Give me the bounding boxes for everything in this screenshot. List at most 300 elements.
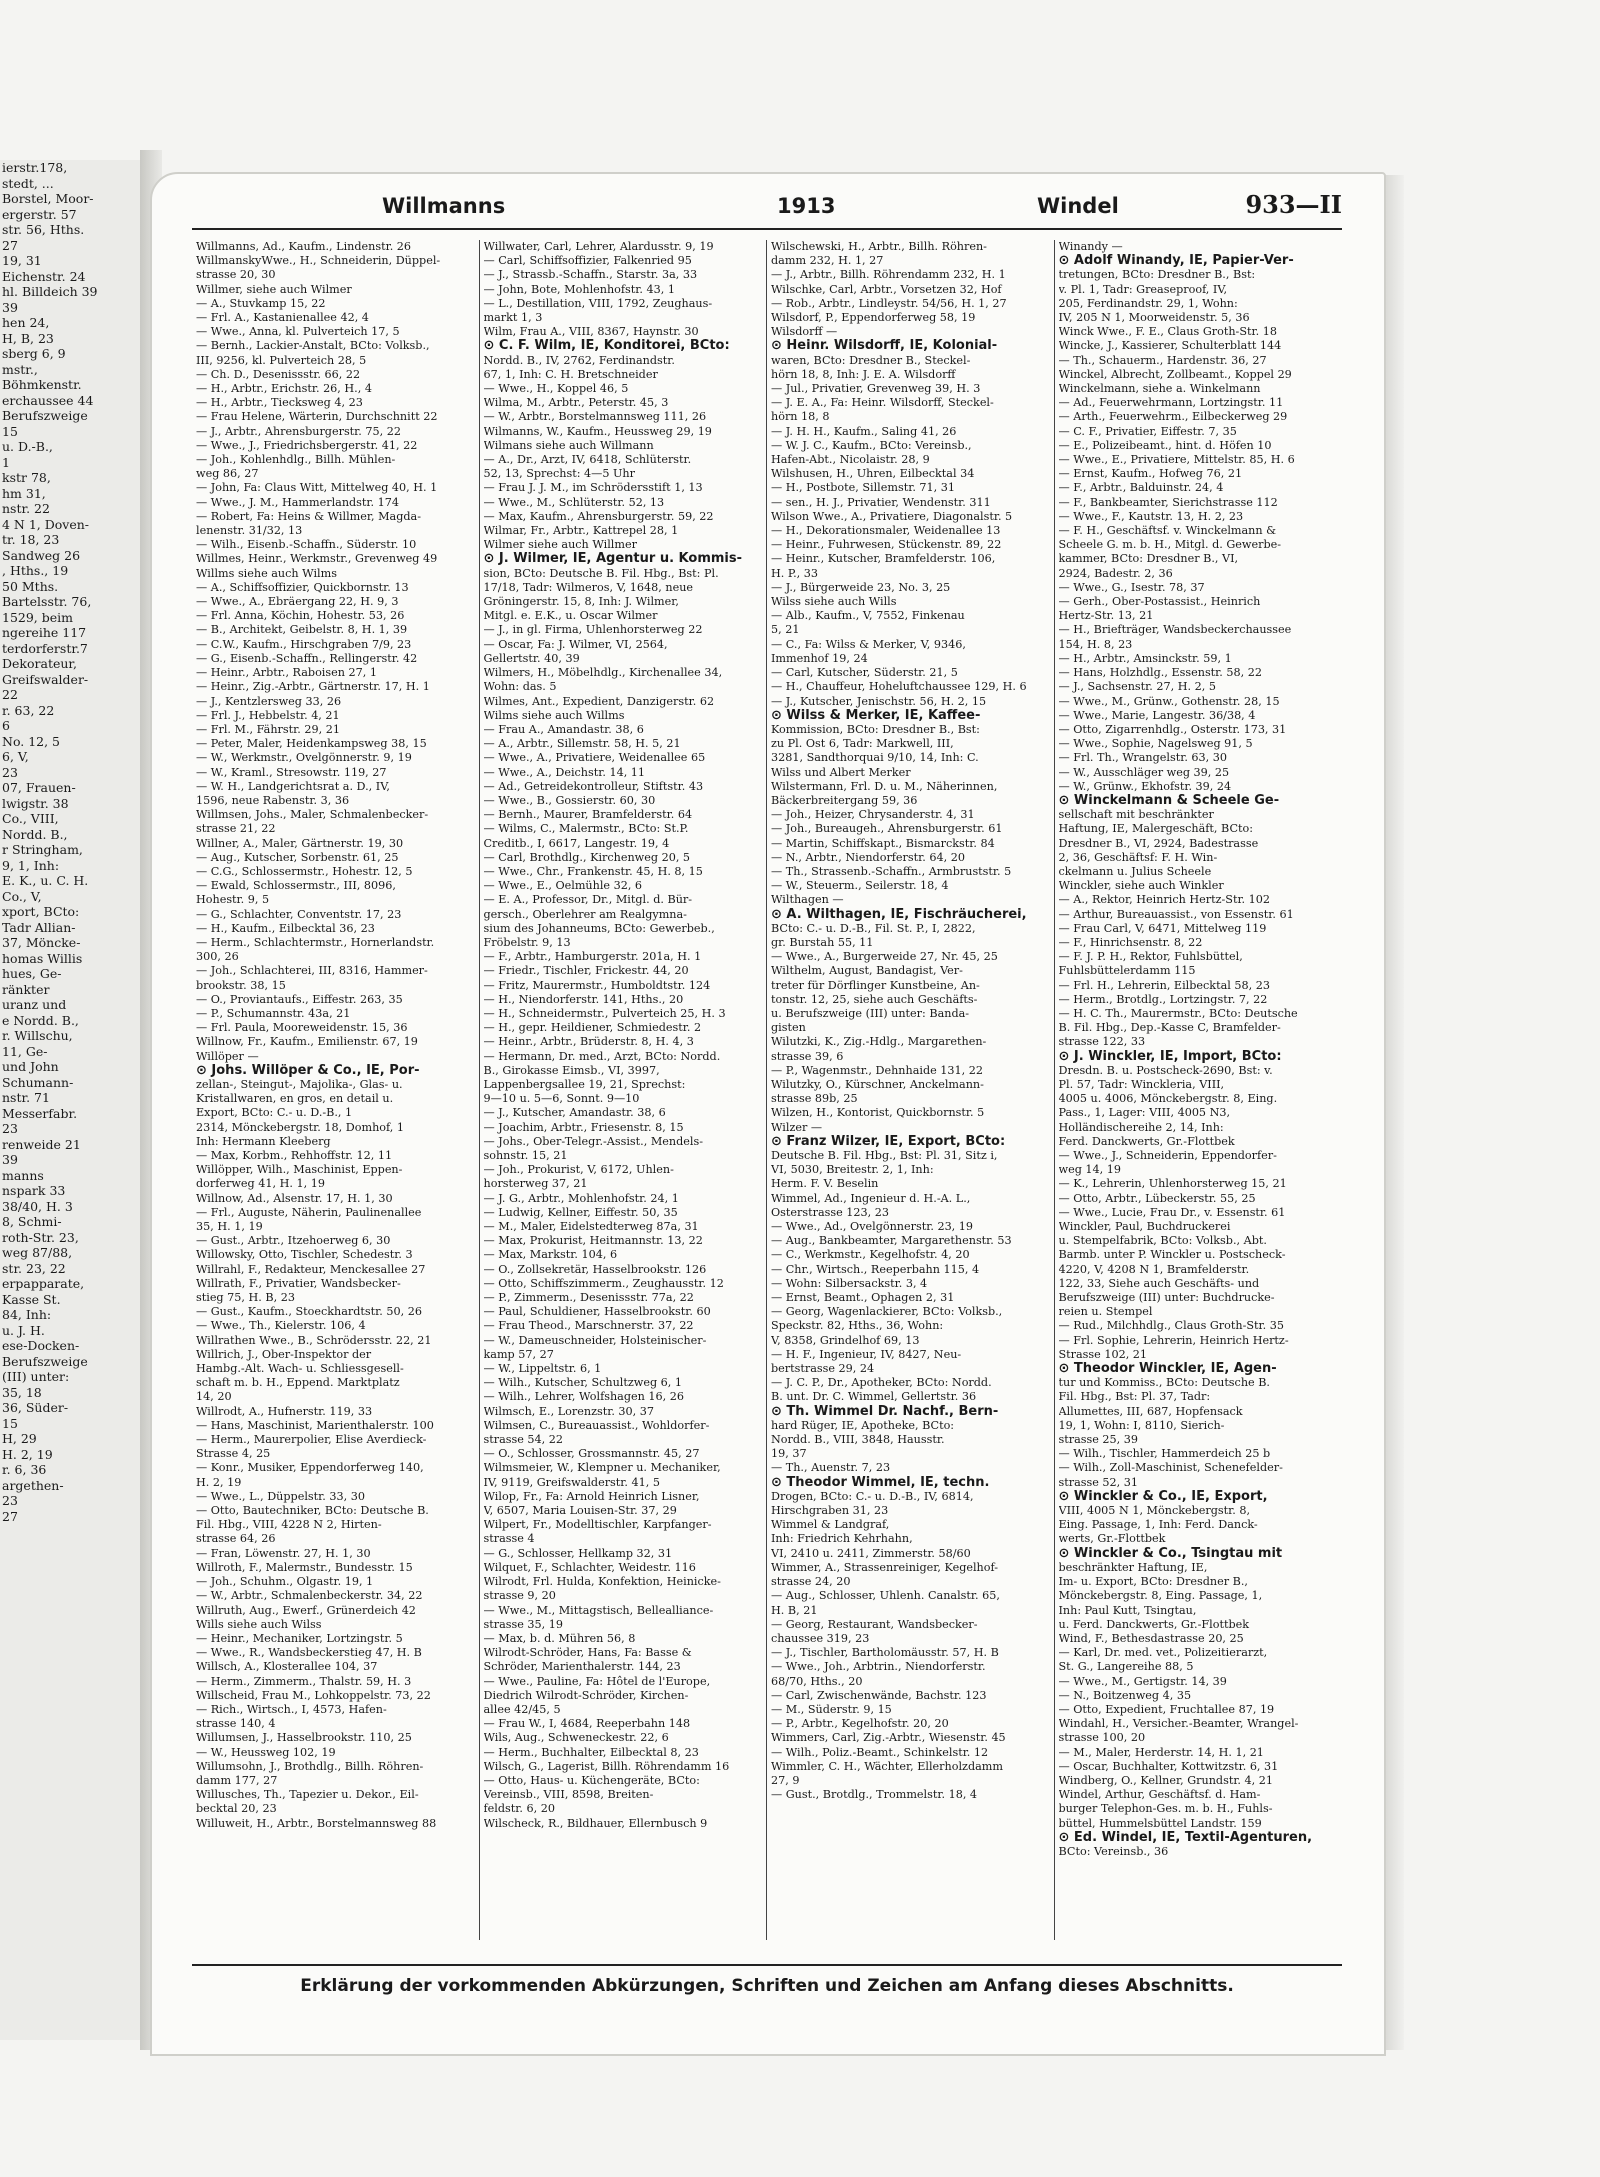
directory-entry: tonstr. 12, 25, siehe auch Geschäfts- (771, 992, 978, 1006)
directory-entry: — Frau J. J. M., im Schrödersstift 1, 13 (483, 481, 703, 495)
left-page-line: ergerstr. 57 (2, 206, 77, 222)
directory-entry: weg 86, 27 (196, 467, 259, 481)
directory-entry: Barmb. unter P. Winckler u. Postscheck- (1058, 1248, 1286, 1262)
directory-entry: 122, 33, Siehe auch Geschäfts- und (1058, 1276, 1260, 1290)
directory-entry: — H. F., Ingenieur, IV, 8427, Neu- (771, 1347, 962, 1361)
directory-entry: zu Pl. Ost 6, Tadr: Markwell, III, (771, 737, 954, 751)
directory-entry: — H. C. Th., Maurermstr., BCto: Deutsche (1058, 1006, 1298, 1020)
directory-entry: — Max, Prokurist, Heitmannstr. 13, 22 (483, 1234, 703, 1248)
directory-entry: Winck Wwe., F. E., Claus Groth-Str. 18 (1058, 325, 1277, 339)
directory-entry: BCto: C.- u. D.-B., Fil. St. P., I, 2822, (771, 921, 976, 935)
directory-entry: Wilutzky, O., Kürschner, Anckelmann- (771, 1077, 984, 1091)
directory-entry: strasse 25, 39 (1058, 1433, 1138, 1447)
directory-entry: — Wwe., M., Gertigstr. 14, 39 (1058, 1674, 1227, 1688)
directory-entry: Deutsche B. Fil. Hbg., Bst: Pl. 31, Sitz i, (771, 1149, 998, 1162)
directory-entry: hörn 18, 8, Inh: J. E. A. Wilsdorff (771, 367, 956, 381)
directory-entry: — Alb., Kaufm., V, 7552, Finkenau (771, 609, 965, 623)
directory-entry: — Wilh., Poliz.-Beamt., Schinkelstr. 12 (771, 1745, 989, 1759)
directory-entry: — W., Werkmstr., Ovelgönnerstr. 9, 19 (196, 751, 412, 765)
directory-entry: markt 1, 3 (483, 311, 543, 325)
directory-entry: — Wwe., Ad., Ovelgönnerstr. 23, 19 (771, 1220, 974, 1234)
directory-entry: Wilmers, H., Möbelhdlg., Kirchenallee 34, (483, 666, 723, 680)
directory-entry: — W., Ausschläger weg 39, 25 (1058, 765, 1230, 779)
directory-entry: — Wwe., A., Privatiere, Weidenallee 65 (483, 751, 706, 765)
directory-entry: strasse 54, 22 (483, 1433, 563, 1447)
column-3 (767, 240, 1055, 1940)
directory-entry: Hirschgraben 31, 23 (771, 1504, 889, 1518)
directory-entry: Ferd. Danckwerts, Gr.-Flottbek (1058, 1134, 1235, 1148)
directory-entry: — Max, b. d. Mühren 56, 8 (483, 1631, 636, 1645)
directory-entry: — J. H. H., Kaufm., Saling 41, 26 (771, 424, 957, 438)
directory-entry: sium des Johanneums, BCto: Gewerbeb., (483, 921, 715, 935)
left-page-line: Greifswalder- (2, 671, 89, 687)
directory-entry: 154, H. 8, 23 (1058, 637, 1133, 651)
directory-entry: allee 42/45, 5 (483, 1702, 561, 1716)
directory-entry: hard Rüger, IE, Apotheke, BCto: (771, 1418, 955, 1432)
directory-entry: Wilson Wwe., A., Privatiere, Diagonalstr. 5 (771, 509, 1013, 523)
left-page-line: 39 (2, 1152, 18, 1167)
directory-entry: — Wwe., Pauline, Fa: Hôtel de l'Europe, (483, 1674, 711, 1688)
directory-entry: 67, 1, Inh: C. H. Bretschneider (483, 367, 658, 381)
directory-entry: Willroth, F., Malermstr., Bundesstr. 15 (196, 1560, 413, 1574)
directory-entry: H. P., 33 (771, 566, 819, 580)
directory-entry: Wilscheck, R., Bildhauer, Ellernbusch 9 (483, 1816, 708, 1830)
directory-entry: Wilthagen — (771, 893, 844, 907)
directory-entry: — Frl., Auguste, Näherin, Paulinenallee (196, 1205, 422, 1219)
directory-entry: — E., Polizeibeamt., hint. d. Höfen 10 (1058, 438, 1272, 452)
directory-entry: — Hans, Holzhdlg., Essenstr. 58, 22 (1058, 666, 1262, 680)
directory-entry: — Max, Kaufm., Ahrensburgerstr. 59, 22 (483, 509, 714, 523)
directory-entry: — N., Arbtr., Niendorferstr. 64, 20 (771, 850, 965, 864)
directory-entry: Willmes, Heinr., Werkmstr., Grevenweg 49 (196, 552, 438, 566)
header-right-keyword: Windel (1037, 194, 1119, 218)
directory-entry: — J. E. A., Fa: Heinr. Wilsdorff, Steckel- (771, 396, 994, 410)
directory-entry: Willwater, Carl, Lehrer, Alardusstr. 9, 19 (483, 240, 714, 253)
directory-entry: Wimmel, Ad., Ingenieur d. H.-A. L., (771, 1191, 971, 1205)
directory-entry: — Herm., Schlachtermstr., Hornerlandstr. (196, 935, 435, 949)
left-page-line: ese-Docken- (2, 1338, 80, 1353)
directory-entry: Holländischereihe 2, 14, Inh: (1058, 1120, 1224, 1134)
directory-entry: — H., Arbtr., Erichstr. 26, H., 4 (196, 382, 372, 396)
directory-entry: Kommission, BCto: Dresdner B., Bst: (771, 722, 980, 736)
directory-entry: — Rud., Milchhdlg., Claus Groth-Str. 35 (1058, 1319, 1284, 1333)
directory-entry: dorferweg 41, H. 1, 19 (196, 1177, 325, 1191)
directory-entry: Wilpert, Fr., Modelltischler, Karpfanger- (483, 1518, 712, 1532)
directory-entry: tur und Kommiss., BCto: Deutsche B. (1058, 1376, 1270, 1390)
directory-entry: strasse 20, 30 (196, 268, 276, 282)
directory-entry: — W., Kraml., Stresowstr. 119, 27 (196, 765, 387, 779)
directory-entry: Wilm, Frau A., VIII, 8367, Haynstr. 30 (483, 325, 699, 339)
directory-entry: — Ch. D., Desenissstr. 66, 22 (196, 367, 361, 381)
directory-entry: — A., Stuvkamp 15, 22 (196, 296, 326, 310)
directory-entry: — B., Architekt, Geibelstr. 8, H. 1, 39 (196, 623, 408, 637)
directory-entry: — Otto, Expedient, Fruchtallee 87, 19 (1058, 1702, 1275, 1716)
directory-entry: Hambg.-Alt. Wach- u. Schliessgesell- (196, 1362, 404, 1376)
directory-entry: Wilzer — (771, 1120, 823, 1134)
directory-entry: Willumsohn, J., Brothdlg., Billh. Röhren- (196, 1759, 424, 1773)
directory-entry: Windahl, H., Versicher.-Beamter, Wrangel- (1058, 1717, 1299, 1731)
directory-entry: Speckstr. 82, Hths., 36, Wohn: (771, 1319, 944, 1333)
directory-entry: — Heinr., Arbtr., Raboisen 27, 1 (196, 666, 377, 680)
directory-entry: Willrathen Wwe., B., Schrödersstr. 22, 21 (196, 1333, 432, 1347)
left-page-line: 1529, beim (2, 609, 74, 625)
directory-entry: ⊙ Theodor Wimmel, IE, techn. (771, 1475, 990, 1490)
directory-entry: — Wwe., M., Schlüterstr. 52, 13 (483, 495, 665, 509)
directory-entry: Wilmar, Fr., Arbtr., Kattrepel 28, 1 (483, 524, 679, 538)
left-page-line: r. 6, 36 (2, 1462, 47, 1477)
directory-entry: — Ad., Feuerwehrmann, Lortzingstr. 11 (1058, 396, 1284, 410)
directory-entry: Strasse 4, 25 (196, 1447, 271, 1461)
directory-entry: — Wwe., J. M., Hammerlandstr. 174 (196, 495, 400, 509)
left-page-line: terdorferstr.7 (2, 640, 88, 656)
directory-entry: — Wwe., Lucie, Frau Dr., v. Essenstr. 61 (1058, 1205, 1286, 1219)
directory-entry: — O., Schlosser, Grossmannstr. 45, 27 (483, 1447, 700, 1461)
directory-entry: — Otto, Bautechniker, BCto: Deutsche B. (196, 1504, 429, 1518)
directory-entry: Inh: Paul Kutt, Tsingtau, (1058, 1603, 1197, 1617)
directory-entry: — Ludwig, Kellner, Eiffestr. 50, 35 (483, 1205, 678, 1219)
directory-entry: — M., Süderstr. 9, 15 (771, 1702, 892, 1716)
directory-entry: Haftung, IE, Malergeschäft, BCto: (1058, 822, 1254, 836)
directory-entry: Mönckebergstr. 8, Eing. Passage, 1, (1058, 1589, 1263, 1603)
directory-entry: Willmanns, Ad., Kaufm., Lindenstr. 26 (196, 240, 412, 253)
directory-entry: — J., Sachsenstr. 27, H. 2, 5 (1058, 680, 1216, 694)
directory-entry: — W., Arbtr., Schmalenbeckerstr. 34, 22 (196, 1589, 423, 1603)
left-page-line: r Stringham, (2, 842, 83, 857)
directory-entry: Wilmans siehe auch Willmann (483, 438, 654, 452)
directory-entry: — Jul., Privatier, Grevenweg 39, H. 3 (771, 382, 981, 396)
directory-entry: gersch., Oberlehrer am Realgymna- (483, 907, 687, 921)
directory-entry: — Joh., Schlachterei, III, 8316, Hammer- (196, 964, 428, 978)
directory-entry: Nordd. B., IV, 2762, Ferdinandstr. (483, 353, 675, 367)
directory-entry: Allumettes, III, 687, Hopfensack (1058, 1404, 1243, 1418)
left-page-line: 37, Möncke- (2, 935, 81, 950)
left-page-line: Dekorateur, (2, 656, 77, 671)
directory-entry: — Frau W., I, 4684, Reeperbahn 148 (483, 1717, 691, 1731)
directory-entry: — M., Maler, Herderstr. 14, H. 1, 21 (1058, 1745, 1264, 1759)
directory-entry: — Gust., Arbtr., Itzehoerweg 6, 30 (196, 1234, 391, 1248)
directory-entry: — sen., H. J., Privatier, Wendenstr. 311 (771, 495, 991, 509)
directory-columns (192, 240, 1342, 1940)
directory-entry: Vereinsb., VIII, 8598, Breiten- (483, 1788, 654, 1802)
directory-entry: — C. F., Privatier, Eiffestr. 7, 35 (1058, 424, 1237, 438)
directory-entry: — Wwe., Anna, kl. Pulverteich 17, 5 (196, 325, 400, 339)
directory-entry: Wilms siehe auch Willms (483, 708, 625, 722)
directory-entry: — H., Kaufm., Eilbecktal 36, 23 (196, 921, 375, 935)
directory-entry: Wilss siehe auch Wills (771, 595, 897, 609)
directory-entry: — Frl. Anna, Köchin, Hohestr. 53, 26 (196, 609, 405, 623)
directory-entry: — G., Schlachter, Conventstr. 17, 23 (196, 907, 402, 921)
directory-entry: strasse 35, 19 (483, 1617, 563, 1631)
directory-entry: sellschaft mit beschränkter (1058, 808, 1214, 822)
directory-entry: Wilmsen, C., Bureauassist., Wohldorfer- (483, 1418, 710, 1432)
left-page-line: 23 (2, 764, 18, 780)
directory-entry: Pass., 1, Lager: VIII, 4005 N3, (1058, 1106, 1231, 1120)
left-page-line: 11, Ge- (2, 1043, 48, 1059)
directory-entry: Wilthelm, August, Bandagist, Ver- (771, 964, 963, 978)
directory-entry: Scheele G. m. b. H., Mitgl. d. Gewerbe- (1058, 538, 1282, 552)
footer-note: Erklärung der vorkommenden Abkürzungen, Schriften und Zeichen am Anfang dieses Abschnitts. (192, 1964, 1342, 2004)
directory-entry: hörn 18, 8 (771, 410, 830, 424)
directory-entry: Wimmers, Carl, Zig.-Arbtr., Wiesenstr. 45 (771, 1731, 1006, 1745)
page-number: 933—II (1245, 190, 1342, 219)
directory-entry: strasse 122, 33 (1058, 1035, 1146, 1049)
directory-entry: Drogen, BCto: C.- u. D.-B., IV, 6814, (771, 1489, 974, 1503)
directory-entry: — Wwe., R., Wandsbeckerstieg 47, H. B (196, 1646, 422, 1660)
left-page-line: No. 12, 5 (2, 733, 60, 749)
directory-entry: — Wwe., J., Friedrichsbergerstr. 41, 22 (196, 438, 418, 452)
directory-entry: — A., Rektor, Heinrich Hertz-Str. 102 (1058, 893, 1271, 907)
directory-entry: Wilmsch, E., Lorenzstr. 30, 37 (483, 1404, 655, 1418)
directory-entry: ⊙ C. F. Wilm, IE, Konditorei, BCto: (483, 339, 730, 354)
directory-entry: Wilshusen, H., Uhren, Eilbecktal 34 (771, 467, 975, 481)
directory-entry: Schröder, Marienthalerstr. 144, 23 (483, 1660, 681, 1674)
directory-entry: ⊙ Winckelmann & Scheele Ge- (1058, 793, 1280, 808)
directory-entry: kamp 57, 27 (483, 1347, 554, 1361)
directory-entry: — Carl, Schiffsoffizier, Falkenried 95 (483, 254, 692, 268)
directory-entry: — Herm., Brotdlg., Lortzingstr. 7, 22 (1058, 992, 1268, 1006)
column-1 (192, 240, 480, 1940)
directory-entry: 2, 36, Geschäftsf: F. H. Win- (1058, 850, 1218, 864)
directory-entry: Dresdn. B. u. Postscheck-2690, Bst: v. (1058, 1063, 1273, 1077)
directory-entry: — Herm., Zimmerm., Thalstr. 59, H. 3 (196, 1674, 412, 1688)
directory-entry: — Wwe., G., Isestr. 78, 37 (1058, 580, 1205, 594)
left-page-line: Eichenstr. 24 (2, 268, 86, 284)
directory-entry: — Joh., Heizer, Chrysanderstr. 4, 31 (771, 808, 975, 822)
directory-entry: — Wilh., Tischler, Hammerdeich 25 b (1058, 1447, 1271, 1461)
directory-entry: beschränkter Haftung, IE, (1058, 1560, 1208, 1574)
directory-entry: strasse 21, 22 (196, 822, 276, 836)
directory-entry: Eing. Passage, 1, Inh: Ferd. Danck- (1058, 1518, 1258, 1532)
directory-entry: — Ernst, Beamt., Ophagen 2, 31 (771, 1291, 955, 1305)
directory-entry: III, 9256, kl. Pulverteich 28, 5 (196, 353, 367, 367)
directory-entry: — Robert, Fa: Heins & Willmer, Magda- (196, 509, 422, 523)
directory-entry: — Gust., Brotdlg., Trommelstr. 18, 4 (771, 1788, 978, 1802)
directory-entry: — Wwe., Marie, Langestr. 36/38, 4 (1058, 708, 1256, 722)
directory-entry: — H., gepr. Heildiener, Schmiedestr. 2 (483, 1021, 702, 1035)
directory-entry: — Wwe., M., Mittagstisch, Bellealliance- (483, 1603, 714, 1617)
directory-entry: — P., Schumannstr. 43a, 21 (196, 1006, 351, 1020)
directory-entry: Wohn: das. 5 (483, 680, 557, 694)
directory-entry: Wilrodt, Frl. Hulda, Konfektion, Heinicke- (483, 1575, 721, 1589)
left-page-line: 35, 18 (2, 1384, 42, 1400)
left-page-line: H, B, 23 (2, 330, 54, 346)
directory-entry: BCto: Vereinsb., 36 (1058, 1844, 1169, 1858)
directory-entry: — F. H., Geschäftsf. v. Winckelmann & (1058, 524, 1277, 538)
directory-entry: — Wwe., B., Gossierstr. 60, 30 (483, 793, 656, 807)
directory-entry: — Rich., Wirtsch., I, 4573, Hafen- (196, 1702, 387, 1716)
directory-entry: ⊙ Adolf Winandy, IE, Papier-Ver- (1058, 254, 1294, 269)
directory-entry: Fuhlsbüttelerdamm 115 (1058, 964, 1196, 978)
left-page-line: hl. Billdeich 39 (2, 284, 98, 299)
directory-entry: H. 2, 19 (196, 1475, 242, 1489)
directory-entry: Willusches, Th., Tapezier u. Dekor., Eil- (196, 1788, 419, 1802)
left-page-line: Sandweg 26 (2, 547, 81, 563)
left-page-line: r. Willschu, (2, 1028, 73, 1043)
directory-entry: — Georg, Restaurant, Wandsbecker- (771, 1617, 978, 1631)
directory-entry: Wilsch, G., Lagerist, Billh. Röhrendamm 16 (483, 1759, 730, 1773)
directory-entry: Wimmel & Landgraf, (771, 1518, 890, 1532)
directory-entry: — H., Dekorationsmaler, Weidenallee 13 (771, 524, 1001, 538)
directory-entry: Winckler, siehe auch Winkler (1058, 879, 1224, 893)
directory-entry: Wilsdorff — (771, 325, 838, 339)
left-page-line: renweide 21 (2, 1136, 81, 1152)
directory-entry: Wilschke, Carl, Arbtr., Vorsetzen 32, Hof (771, 282, 1002, 296)
directory-entry: Hafen-Abt., Nicolaistr. 28, 9 (771, 453, 930, 467)
directory-entry: strasse 9, 20 (483, 1589, 556, 1603)
directory-entry: ⊙ Winckler & Co., IE, Export, (1058, 1489, 1268, 1504)
directory-entry: WillmanskyWwe., H., Schneiderin, Düppel- (196, 254, 441, 268)
left-page-line: u. D.-B., (2, 439, 53, 454)
directory-entry: tretungen, BCto: Dresdner B., Bst: (1058, 268, 1256, 282)
directory-entry: — H., Postbote, Sillemstr. 71, 31 (771, 481, 956, 495)
directory-entry: — Max, Markstr. 104, 6 (483, 1248, 618, 1262)
directory-entry: — Joh., Kohlenhdlg., Billh. Mühlen- (196, 453, 396, 467)
directory-entry: — Wwe., A., Burgerweide 27, Nr. 45, 25 (771, 950, 998, 964)
left-page-line: 36, Süder- (2, 1400, 69, 1415)
directory-entry: 19, 37 (771, 1447, 807, 1461)
directory-entry: treter für Dörflinger Kunstbeine, An- (771, 978, 980, 992)
directory-entry: — Bernh., Maurer, Bramfelderstr. 64 (483, 808, 693, 822)
directory-entry: 2314, Mönckebergstr. 18, Domhof, 1 (196, 1120, 404, 1134)
left-page-line: ngereihe 117 (2, 625, 87, 640)
directory-entry: gisten (771, 1021, 806, 1035)
directory-entry: — John, Fa: Claus Witt, Mittelweg 40, H. 1 (196, 481, 438, 495)
left-page-line: lwigstr. 38 (2, 795, 69, 811)
directory-entry: Im- u. Export, BCto: Dresdner B., (1058, 1575, 1248, 1589)
directory-entry: — Aug., Bankbeamter, Margarethenstr. 53 (771, 1234, 1012, 1248)
directory-entry: — Arthur, Bureauassist., von Essenstr. 61 (1058, 907, 1294, 921)
directory-entry: burger Telephon-Ges. m. b. H., Fuhls- (1058, 1802, 1273, 1816)
directory-entry: — Wwe., L., Düppelstr. 33, 30 (196, 1489, 365, 1503)
left-page-line: 19, 31 (2, 253, 42, 268)
directory-entry: — J., in gl. Firma, Uhlenhorsterweg 22 (483, 623, 703, 637)
directory-entry: — Frl. A., Kastanienallee 42, 4 (196, 311, 369, 325)
left-page-line: hen 24, (2, 315, 50, 330)
directory-entry: ⊙ J. Winckler, IE, Import, BCto: (1058, 1049, 1282, 1064)
directory-entry: — Joh., Bureaugeh., Ahrensburgerstr. 61 (771, 822, 1003, 836)
directory-entry: — Heinr., Kutscher, Bramfelderstr. 106, (771, 552, 996, 566)
directory-entry: — Frau Helene, Wärterin, Durchschnitt 22 (196, 410, 438, 424)
left-page-line: mstr., (2, 361, 38, 377)
directory-entry: Wilmer siehe auch Willmer (483, 538, 637, 552)
directory-entry: Wilquet, F., Schlachter, Weidestr. 116 (483, 1560, 696, 1574)
directory-entry: Wills siehe auch Wilss (196, 1617, 322, 1631)
directory-entry: — Rob., Arbtr., Lindleystr. 54/56, H. 1, 27 (771, 296, 1007, 310)
directory-entry: — Ewald, Schlossermstr., III, 8096, (196, 879, 396, 893)
left-page-line: 39 (2, 299, 18, 315)
left-page-line: Messerfabr. (2, 1105, 78, 1121)
directory-entry: 27, 9 (771, 1773, 800, 1787)
left-page-line: tr. 18, 23 (2, 532, 60, 547)
directory-entry: Willscheid, Frau M., Lohkoppelstr. 73, 22 (196, 1688, 431, 1702)
directory-entry: damm 177, 27 (196, 1773, 278, 1787)
directory-entry: strasse 89b, 25 (771, 1092, 858, 1106)
directory-entry: Hertz-Str. 13, 21 (1058, 609, 1154, 623)
directory-entry: stieg 75, H. B, 23 (196, 1291, 295, 1305)
left-page-line: Co., V, (2, 888, 42, 904)
directory-entry: Wilmsmeier, W., Klempner u. Mechaniker, (483, 1461, 721, 1475)
left-page-line: Schumann- (2, 1074, 74, 1090)
directory-entry: brookstr. 38, 15 (196, 978, 286, 992)
directory-entry: — Wilh., Kutscher, Schultzweg 6, 1 (483, 1376, 683, 1390)
directory-entry: — J., Kutscher, Amandastr. 38, 6 (483, 1106, 666, 1120)
directory-entry: Wilss und Albert Merker (771, 765, 911, 779)
directory-entry: — Joh., Prokurist, V, 6172, Uhlen- (483, 1163, 674, 1177)
directory-entry: strasse 24, 20 (771, 1575, 851, 1589)
directory-entry: strasse 100, 20 (1058, 1731, 1146, 1745)
directory-entry: — Aug., Kutscher, Sorbenstr. 61, 25 (196, 850, 399, 864)
directory-entry: — L., Destillation, VIII, 1792, Zeughaus- (483, 296, 713, 310)
directory-entry: — F., Bankbeamter, Sierichstrasse 112 (1058, 495, 1278, 509)
column-2 (480, 240, 768, 1940)
left-page-edge (0, 160, 142, 2040)
directory-entry: 2924, Badestr. 2, 36 (1058, 566, 1173, 580)
directory-entry: — Ad., Getreidekontrolleur, Stiftstr. 43 (483, 779, 704, 793)
directory-entry: sion, BCto: Deutsche B. Fil. Hbg., Bst: Pl. (483, 566, 719, 580)
directory-entry: feldstr. 6, 20 (483, 1802, 555, 1816)
directory-entry: — Frl. J., Hebbelstr. 4, 21 (196, 708, 340, 722)
directory-entry: B., Girokasse Eimsb., VI, 3997, (483, 1063, 660, 1077)
header-year: 1913 (777, 194, 836, 218)
directory-entry: — N., Boitzenweg 4, 35 (1058, 1688, 1192, 1702)
directory-entry: — E. A., Professor, Dr., Mitgl. d. Bür- (483, 893, 693, 907)
directory-entry: — Herm., Buchhalter, Eilbecktal 8, 23 (483, 1745, 699, 1759)
left-page-line: H, 29 (2, 1431, 37, 1446)
directory-entry: — Gerh., Ober-Postassist., Heinrich (1058, 595, 1261, 609)
directory-entry: ⊙ Ed. Windel, IE, Textil-Agenturen, (1058, 1830, 1313, 1845)
directory-entry: u. Berufszweige (III) unter: Banda- (771, 1006, 970, 1020)
directory-entry: strasse 39, 6 (771, 1049, 844, 1063)
directory-entry: — G., Schlosser, Hellkamp 32, 31 (483, 1546, 673, 1560)
directory-entry: Wilzen, H., Kontorist, Quickbornstr. 5 (771, 1106, 985, 1120)
directory-entry: Gröningerstr. 15, 8, Inh: J. Wilmer, (483, 595, 679, 609)
directory-entry: — H., Arbtr., Amsinckstr. 59, 1 (1058, 651, 1232, 665)
directory-entry: 300, 26 (196, 950, 239, 964)
directory-entry: schaft m. b. H., Eppend. Marktplatz (196, 1376, 400, 1390)
directory-entry: — W., Dameuschneider, Holsteinischer- (483, 1333, 707, 1347)
directory-entry: — Wohn: Silbersackstr. 3, 4 (771, 1276, 928, 1290)
directory-entry: 35, H. 1, 19 (196, 1220, 263, 1234)
left-page-line: 50 Mths. (2, 578, 59, 594)
left-page-line: und John (2, 1059, 59, 1074)
directory-entry: Mitgl. e. E.K., u. Oscar Wilmer (483, 609, 658, 623)
left-page-line: weg 87/88, (2, 1245, 73, 1260)
directory-entry: — Wwe., Chr., Frankenstr. 45, H. 8, 15 (483, 864, 703, 878)
directory-entry: — Joh., Schuhm., Olgastr. 19, 1 (196, 1575, 374, 1589)
directory-entry: V, 6507, Maria Louisen-Str. 37, 29 (483, 1504, 677, 1518)
directory-entry: Willmsen, Johs., Maler, Schmalenbecker- (196, 808, 429, 822)
left-page-line: 38/40, H. 3 (2, 1198, 73, 1214)
directory-entry: ⊙ Winckler & Co., Tsingtau mit (1058, 1546, 1283, 1561)
directory-entry: — C., Fa: Wilss & Merker, V, 9346, (771, 637, 966, 651)
directory-entry: — W. H., Landgerichtsrat a. D., IV, (196, 779, 390, 793)
left-page-line: manns (2, 1167, 44, 1183)
directory-entry: — H., Schneidermstr., Pulverteich 25, H. 3 (483, 1006, 726, 1020)
directory-entry: — H., Briefträger, Wandsbeckerchaussee (1058, 623, 1292, 637)
directory-entry: Willnow, Fr., Kaufm., Emilienstr. 67, 19 (196, 1035, 418, 1049)
directory-entry: — Frl. Paula, Mooreweidenstr. 15, 36 (196, 1021, 408, 1035)
left-page-line: 27 (2, 237, 18, 253)
left-page-line: str. 56, Hths. (2, 222, 85, 237)
directory-entry: Willrich, J., Ober-Inspektor der (196, 1347, 372, 1361)
left-page-line: 15 (2, 1415, 18, 1431)
directory-entry: IV, 205 N 1, Moorweidenstr. 5, 36 (1058, 311, 1250, 325)
left-page-line: erpapparate, (2, 1276, 85, 1291)
directory-entry: — Frl. M., Fährstr. 29, 21 (196, 722, 340, 736)
directory-entry: Willrath, F., Privatier, Wandsbecker- (196, 1276, 401, 1290)
directory-entry: ckelmann u. Julius Scheele (1058, 864, 1212, 878)
directory-entry: — Hans, Maschinist, Marienthalerstr. 100 (196, 1418, 434, 1432)
